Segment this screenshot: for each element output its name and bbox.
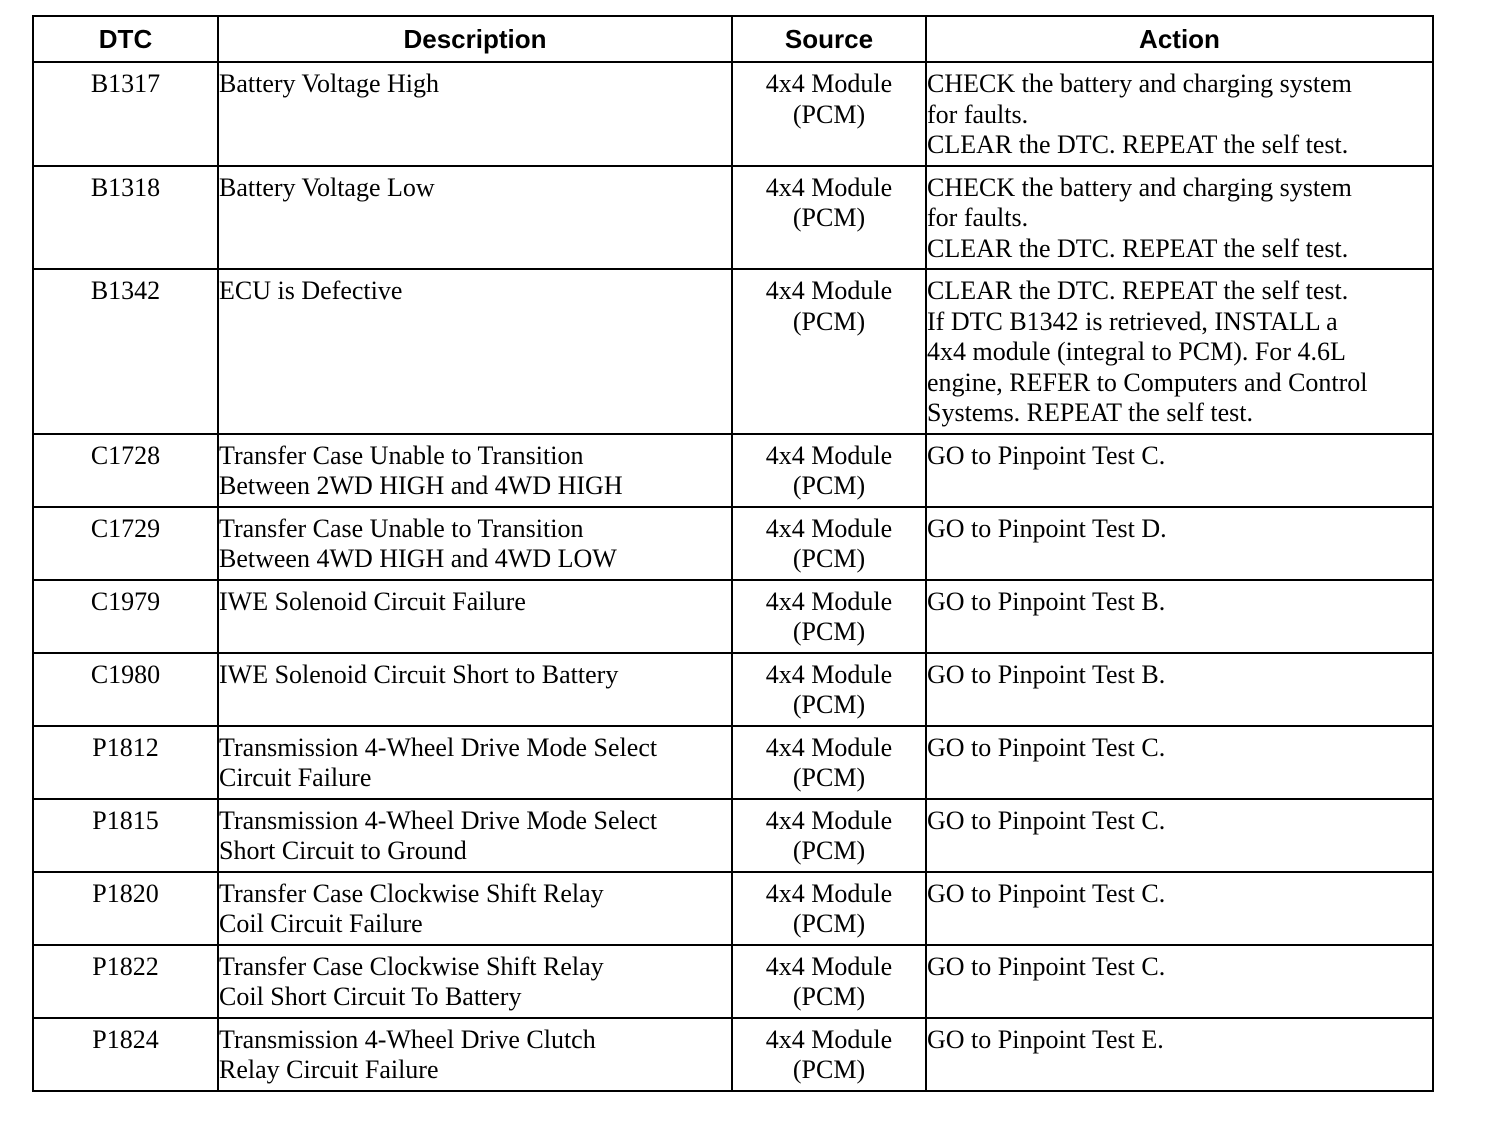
source-line: (PCM): [792, 99, 866, 129]
description-cell: [218, 434, 732, 507]
source-cell: [732, 1018, 926, 1091]
table-row: [33, 166, 1433, 270]
table-row: [33, 653, 1433, 726]
action-line: 4x4 module (integral to PCM). For 4.6L: [927, 337, 1346, 366]
source-cell: [732, 799, 926, 872]
action-cell: [926, 726, 1433, 799]
action-cell: [926, 799, 1433, 872]
action-line: GO to Pinpoint Test D.: [927, 513, 1167, 543]
source-line: (PCM): [792, 617, 866, 646]
table-row: [33, 580, 1433, 653]
description-line: IWE Solenoid Circuit Failure: [219, 586, 526, 616]
dtc-table: [32, 15, 1434, 1092]
description-line: Transfer Case Unable to Transition: [219, 513, 584, 543]
source-line: 4x4 Module: [765, 951, 893, 981]
action-cell: [926, 1018, 1433, 1091]
description-line: Coil Circuit Failure: [219, 909, 423, 938]
action-cell: [926, 269, 1433, 434]
description-cell: [218, 166, 732, 270]
action-cell: [926, 507, 1433, 580]
action-cell: [926, 62, 1433, 166]
table-row: [33, 799, 1433, 872]
source-cell: [732, 269, 926, 434]
header-description: Description: [218, 16, 732, 62]
action-line: GO to Pinpoint Test C.: [927, 440, 1166, 470]
header-dtc: DTC: [33, 16, 218, 62]
source-line: 4x4 Module: [765, 732, 893, 762]
source-cell: [732, 434, 926, 507]
description-cell: [218, 945, 732, 1018]
dtc-code-cell: P1822: [33, 945, 218, 1018]
description-line: Relay Circuit Failure: [219, 1055, 439, 1084]
description-line: Coil Short Circuit To Battery: [219, 982, 522, 1011]
action-cell: [926, 945, 1433, 1018]
source-line: (PCM): [792, 471, 866, 500]
header-row: [33, 16, 1433, 62]
source-line: (PCM): [792, 909, 866, 938]
table-row: [33, 872, 1433, 945]
source-line: (PCM): [792, 1055, 866, 1084]
description-line: Battery Voltage Low: [219, 172, 435, 202]
description-cell: [218, 726, 732, 799]
description-cell: [218, 872, 732, 945]
dtc-code-cell: P1824: [33, 1018, 218, 1091]
source-cell: [732, 166, 926, 270]
source-line: 4x4 Module: [765, 586, 893, 616]
action-cell: [926, 580, 1433, 653]
dtc-code-cell: B1342: [33, 269, 218, 434]
description-line: Transmission 4-Wheel Drive Mode Select: [219, 732, 658, 762]
source-line: (PCM): [792, 836, 866, 865]
description-line: Transmission 4-Wheel Drive Clutch: [219, 1024, 596, 1054]
action-cell: [926, 653, 1433, 726]
action-line: CLEAR the DTC. REPEAT the self test.: [927, 130, 1349, 159]
source-line: (PCM): [792, 306, 866, 336]
description-cell: [218, 580, 732, 653]
source-cell: [732, 726, 926, 799]
action-line: GO to Pinpoint Test B.: [927, 659, 1166, 689]
description-line: Between 2WD HIGH and 4WD HIGH: [219, 471, 623, 500]
description-line: Battery Voltage High: [219, 69, 440, 98]
dtc-code-cell: P1812: [33, 726, 218, 799]
dtc-code-cell: C1729: [33, 507, 218, 580]
source-line: (PCM): [792, 690, 866, 719]
description-cell: [218, 653, 732, 726]
header-action: Action: [926, 16, 1433, 62]
action-line: GO to Pinpoint Test C.: [927, 732, 1166, 762]
description-cell: [218, 269, 732, 434]
source-line: (PCM): [792, 982, 866, 1011]
action-cell: [926, 872, 1433, 945]
dtc-code-cell: P1820: [33, 872, 218, 945]
action-line: GO to Pinpoint Test C.: [927, 805, 1166, 835]
dtc-code-cell: C1980: [33, 653, 218, 726]
action-line: CLEAR the DTC. REPEAT the self test.: [927, 276, 1349, 305]
action-line: CHECK the battery and charging system: [927, 172, 1352, 202]
source-cell: [732, 945, 926, 1018]
source-line: 4x4 Module: [765, 69, 893, 98]
table-row: [33, 62, 1433, 166]
source-line: (PCM): [792, 203, 866, 232]
dtc-code-cell: C1979: [33, 580, 218, 653]
action-line: GO to Pinpoint Test C.: [927, 878, 1166, 908]
dtc-code-cell: P1815: [33, 799, 218, 872]
header-source: Source: [732, 16, 926, 62]
source-line: 4x4 Module: [765, 440, 893, 470]
table-row: [33, 1018, 1433, 1091]
table-row: [33, 269, 1433, 434]
source-cell: [732, 62, 926, 166]
source-line: 4x4 Module: [765, 276, 893, 305]
source-cell: [732, 580, 926, 653]
source-line: 4x4 Module: [765, 805, 893, 835]
source-line: (PCM): [792, 544, 866, 573]
source-line: 4x4 Module: [765, 513, 893, 543]
action-line: for faults.: [927, 99, 1029, 129]
description-line: Transfer Case Unable to Transition: [219, 440, 584, 470]
action-cell: [926, 434, 1433, 507]
description-line: Transfer Case Clockwise Shift Relay: [219, 951, 604, 981]
description-line: Short Circuit to Ground: [219, 836, 467, 865]
action-line: GO to Pinpoint Test E.: [927, 1024, 1164, 1054]
dtc-code-cell: B1318: [33, 166, 218, 270]
source-line: 4x4 Module: [765, 1024, 893, 1054]
description-cell: [218, 62, 732, 166]
description-line: Circuit Failure: [219, 763, 372, 792]
dtc-code-cell: B1317: [33, 62, 218, 166]
description-line: Transfer Case Clockwise Shift Relay: [219, 878, 604, 908]
action-line: GO to Pinpoint Test C.: [927, 951, 1166, 981]
table-row: [33, 507, 1433, 580]
description-line: Between 4WD HIGH and 4WD LOW: [219, 544, 617, 573]
source-cell: [732, 507, 926, 580]
action-line: Systems. REPEAT the self test.: [927, 398, 1253, 427]
dtc-code-cell: C1728: [33, 434, 218, 507]
description-cell: [218, 1018, 732, 1091]
description-line: IWE Solenoid Circuit Short to Battery: [219, 659, 619, 689]
table-row: [33, 945, 1433, 1018]
source-line: 4x4 Module: [765, 878, 893, 908]
action-line: If DTC B1342 is retrieved, INSTALL a: [927, 306, 1338, 336]
description-line: Transmission 4-Wheel Drive Mode Select: [219, 805, 658, 835]
description-cell: [218, 799, 732, 872]
table-row: [33, 726, 1433, 799]
source-cell: [732, 653, 926, 726]
action-line: GO to Pinpoint Test B.: [927, 586, 1166, 616]
table-body: [33, 62, 1433, 1091]
action-line: CLEAR the DTC. REPEAT the self test.: [927, 233, 1349, 263]
table-row: [33, 434, 1433, 507]
action-line: CHECK the battery and charging system: [927, 69, 1352, 98]
description-line: ECU is Defective: [219, 276, 403, 305]
source-line: (PCM): [792, 763, 866, 792]
action-line: for faults.: [927, 203, 1029, 232]
description-cell: [218, 507, 732, 580]
action-line: engine, REFER to Computers and Control: [927, 367, 1368, 397]
source-line: 4x4 Module: [765, 659, 893, 689]
source-cell: [732, 872, 926, 945]
action-cell: [926, 166, 1433, 270]
source-line: 4x4 Module: [765, 172, 893, 202]
